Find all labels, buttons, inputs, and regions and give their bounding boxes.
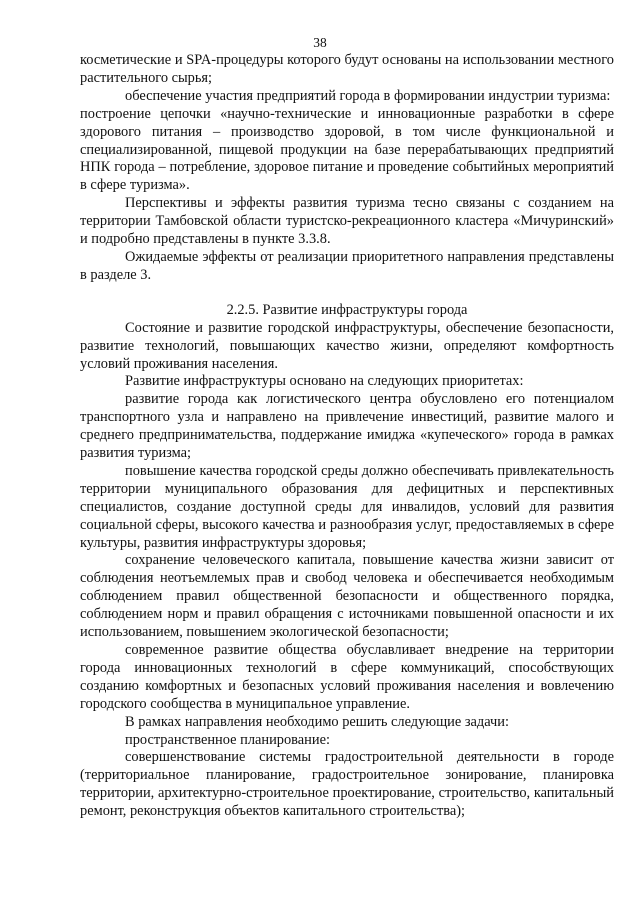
- paragraph: пространственное планирование:: [125, 731, 330, 748]
- paragraph: Состояние и развитие городской инфраструктуры, обеспечение безопасности, развитие технологий, повышающих качество жизни, определяют комфортность условий проживания населения.: [80, 319, 614, 372]
- paragraph: совершенствование системы градостроительной деятельности в городе (территориальное планирование, градостроительное зонирование, планировка территории, архитектурно-строительное проектирование, строительство, капитальный ремонт, реконструкция объектов капитального строительства);: [80, 749, 614, 820]
- document-body: [80, 52, 614, 821]
- section-heading: 2.2.5. Развитие инфраструктуры города: [226, 301, 468, 318]
- page-number: 38: [313, 35, 327, 50]
- paragraph: сохранение человеческого капитала, повышение качества жизни зависит от соблюдения неотъемлемых прав и свобод человека и обеспечивается необходимым соблюдением правил общественной безопасности и общественного порядка, соблюдением норм и правил обращения с источниками повышенной опасности и их использованием, повышением экологической безопасности;: [80, 552, 614, 641]
- paragraph: В рамках направления необходимо решить следующие задачи:: [125, 713, 509, 730]
- paragraph: Развитие инфраструктуры основано на следующих приоритетах:: [125, 373, 524, 390]
- paragraph: современное развитие общества обуславливает внедрение на территории города инновационных технологий в сфере коммуникаций, способствующих созданию комфортных и безопасных условий проживания населения и вовлечению городского сообщества в муниципальное управление.: [80, 642, 614, 712]
- paragraph: повышение качества городской среды должно обеспечивать привлекательность территории муниципального образования для дефицитных и перспективных специалистов, создание доступной среды для инвалидов, условий для развития социальной сферы, высокого качества и разнообразия услуг, предоставляемых в сфере культуры, развития инфраструктуры здоровья;: [80, 462, 614, 551]
- paragraph: обеспечение участия предприятий города в формировании индустрии туризма:: [125, 87, 611, 104]
- paragraph: построение цепочки «научно-технические и инновационные разработки в сфере здорового питания – производство здоровой, в том числе функциональной и специализированной, пищевой продукции на базе перерабатывающих предприятий НПК города – потребление, здоровое питание и проведение событийных мероприятий в сфере туризма».: [80, 105, 614, 194]
- paragraph: Ожидаемые эффекты от реализации приоритетного направления представлены в разделе 3.: [80, 248, 614, 283]
- paragraph: косметические и SPA-процедуры которого будут основаны на использовании местного растительного сырья;: [80, 52, 614, 86]
- paragraph: развитие города как логистического центра обусловлено его потенциалом транспортного узла и направлено на привлечение инвестиций, развитие малого и среднего предпринимательства, поддержание имиджа «купеческого» города в рамках развития туризма;: [80, 391, 614, 462]
- paragraph: Перспективы и эффекты развития туризма тесно связаны с созданием на территории Тамбовской области туристско-рекреационного кластера «Мичуринский» и подробно представлены в пункте 3.3.8.: [80, 195, 614, 248]
